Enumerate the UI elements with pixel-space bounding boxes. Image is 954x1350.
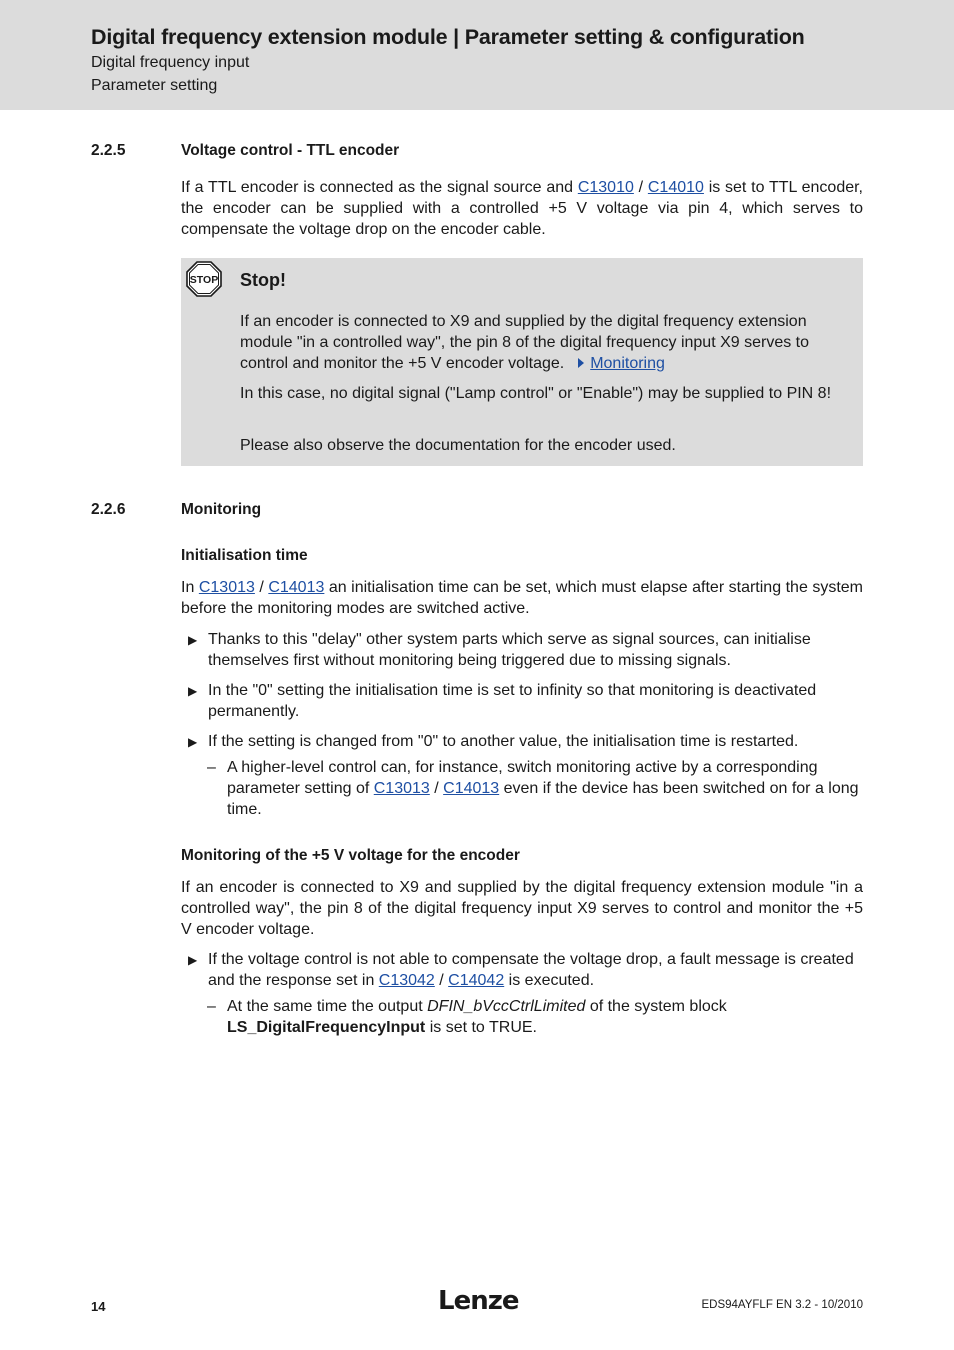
text: If a TTL encoder is connected as the signal source and bbox=[181, 179, 578, 196]
text: / bbox=[429, 779, 444, 797]
text: is set to TTL encoder, the encoder can be supplied with a controlled +5 V voltage via pin 4, which serves to compensate the voltage drop on the encoder cable. bbox=[181, 179, 864, 238]
section-number: 2.2.6 bbox=[91, 501, 126, 518]
bullet-triangle-icon: ▶ bbox=[188, 633, 198, 647]
list-item: Thanks to this "delay" other system parts which serve as signal sources, can initialise themselves first without monitoring being triggered due to missing signals. bbox=[208, 631, 811, 669]
link-c14010[interactable]: C14010 bbox=[647, 179, 704, 196]
paragraph: If an encoder is connected to X9 and supplied by the digital frequency extension module "in a controlled way", the pin 8 of the digital frequency input X9 serves to control and monitor the +5 V encoder voltage. bbox=[181, 879, 863, 938]
section-number: 2.2.5 bbox=[91, 142, 126, 159]
link-c13013[interactable]: C13013 bbox=[198, 579, 255, 596]
stop-heading: Stop! bbox=[240, 270, 286, 290]
arrow-right-icon bbox=[578, 358, 584, 368]
text: At the same time the output bbox=[227, 998, 428, 1015]
link-c13013[interactable]: C13013 bbox=[373, 779, 430, 797]
subsection-heading: Initialisation time bbox=[181, 547, 308, 564]
page-number: 14 bbox=[91, 1299, 106, 1314]
section-subtitle: Parameter setting bbox=[91, 77, 218, 94]
link-c13042[interactable]: C13042 bbox=[378, 971, 435, 989]
text: If the voltage control is not able to compensate the voltage drop, a fault message is created and the response set in bbox=[208, 951, 854, 989]
stop-sign-icon bbox=[186, 261, 222, 297]
text: an initialisation time can be set, which must elapse after starting the system before the monitoring modes are switched active. bbox=[181, 579, 864, 617]
list-item bbox=[208, 950, 863, 992]
list-item: If the setting is changed from "0" to another value, the initialisation time is restarted. bbox=[208, 733, 799, 750]
section-heading: Voltage control - TTL encoder bbox=[181, 142, 400, 159]
paragraph bbox=[181, 178, 863, 240]
sub-list-item bbox=[227, 997, 863, 1039]
dash-marker: – bbox=[207, 998, 216, 1015]
document-title: Digital frequency extension module | Parameter setting & configuration bbox=[91, 25, 805, 49]
link-c14013[interactable]: C14013 bbox=[443, 779, 500, 797]
text: even if the device has been switched on for a long time. bbox=[227, 779, 859, 818]
lenze-logo: Lenze bbox=[438, 1286, 519, 1316]
text: / bbox=[254, 579, 269, 596]
link-c14013[interactable]: C14013 bbox=[268, 579, 325, 596]
stop-paragraph: Please also observe the documentation for the encoder used. bbox=[240, 437, 676, 454]
paragraph bbox=[181, 578, 863, 620]
text: is set to TRUE. bbox=[425, 1018, 537, 1036]
text: / bbox=[434, 971, 449, 989]
chapter-subtitle: Digital frequency input bbox=[91, 54, 250, 71]
dash-marker: – bbox=[207, 759, 216, 776]
bullet-triangle-icon: ▶ bbox=[188, 684, 198, 698]
section-heading: Monitoring bbox=[181, 501, 262, 518]
text: A higher-level control can, for instance, switch monitoring active by a corresponding parameter setting of bbox=[227, 759, 818, 797]
sub-list-item bbox=[227, 758, 863, 820]
text: of the system block bbox=[585, 998, 727, 1015]
stop-warning-box bbox=[181, 258, 863, 466]
svg-text:STOP: STOP bbox=[189, 274, 219, 286]
link-c13010[interactable]: C13010 bbox=[577, 179, 634, 196]
bullet-triangle-icon: ▶ bbox=[188, 735, 198, 749]
subsection-heading: Monitoring of the +5 V voltage for the encoder bbox=[181, 847, 520, 864]
text: / bbox=[633, 179, 648, 196]
text: is executed. bbox=[504, 971, 595, 989]
signal-name: DFIN_bVccCtrlLimited bbox=[427, 998, 586, 1015]
bullet-triangle-icon: ▶ bbox=[188, 953, 198, 967]
stop-paragraph: In this case, no digital signal ("Lamp control" or "Enable") may be supplied to PIN 8! bbox=[240, 385, 832, 402]
text: In bbox=[181, 579, 199, 596]
system-block-name: LS_DigitalFrequencyInput bbox=[227, 1018, 426, 1036]
list-item: In the "0" setting the initialisation time is set to infinity so that monitoring is deactivated permanently. bbox=[208, 682, 817, 720]
link-c14042[interactable]: C14042 bbox=[448, 971, 505, 989]
document-id: EDS94AYFLF EN 3.2 - 10/2010 bbox=[701, 1299, 863, 1311]
page-header bbox=[0, 0, 954, 110]
text: If an encoder is connected to X9 and supplied by the digital frequency extension module "in a controlled way", the pin 8 of the digital frequency input X9 serves to control and monitor the +5 V encoder voltage. bbox=[240, 313, 810, 372]
stop-paragraph bbox=[240, 312, 850, 374]
link-monitoring[interactable]: Monitoring bbox=[590, 354, 665, 372]
